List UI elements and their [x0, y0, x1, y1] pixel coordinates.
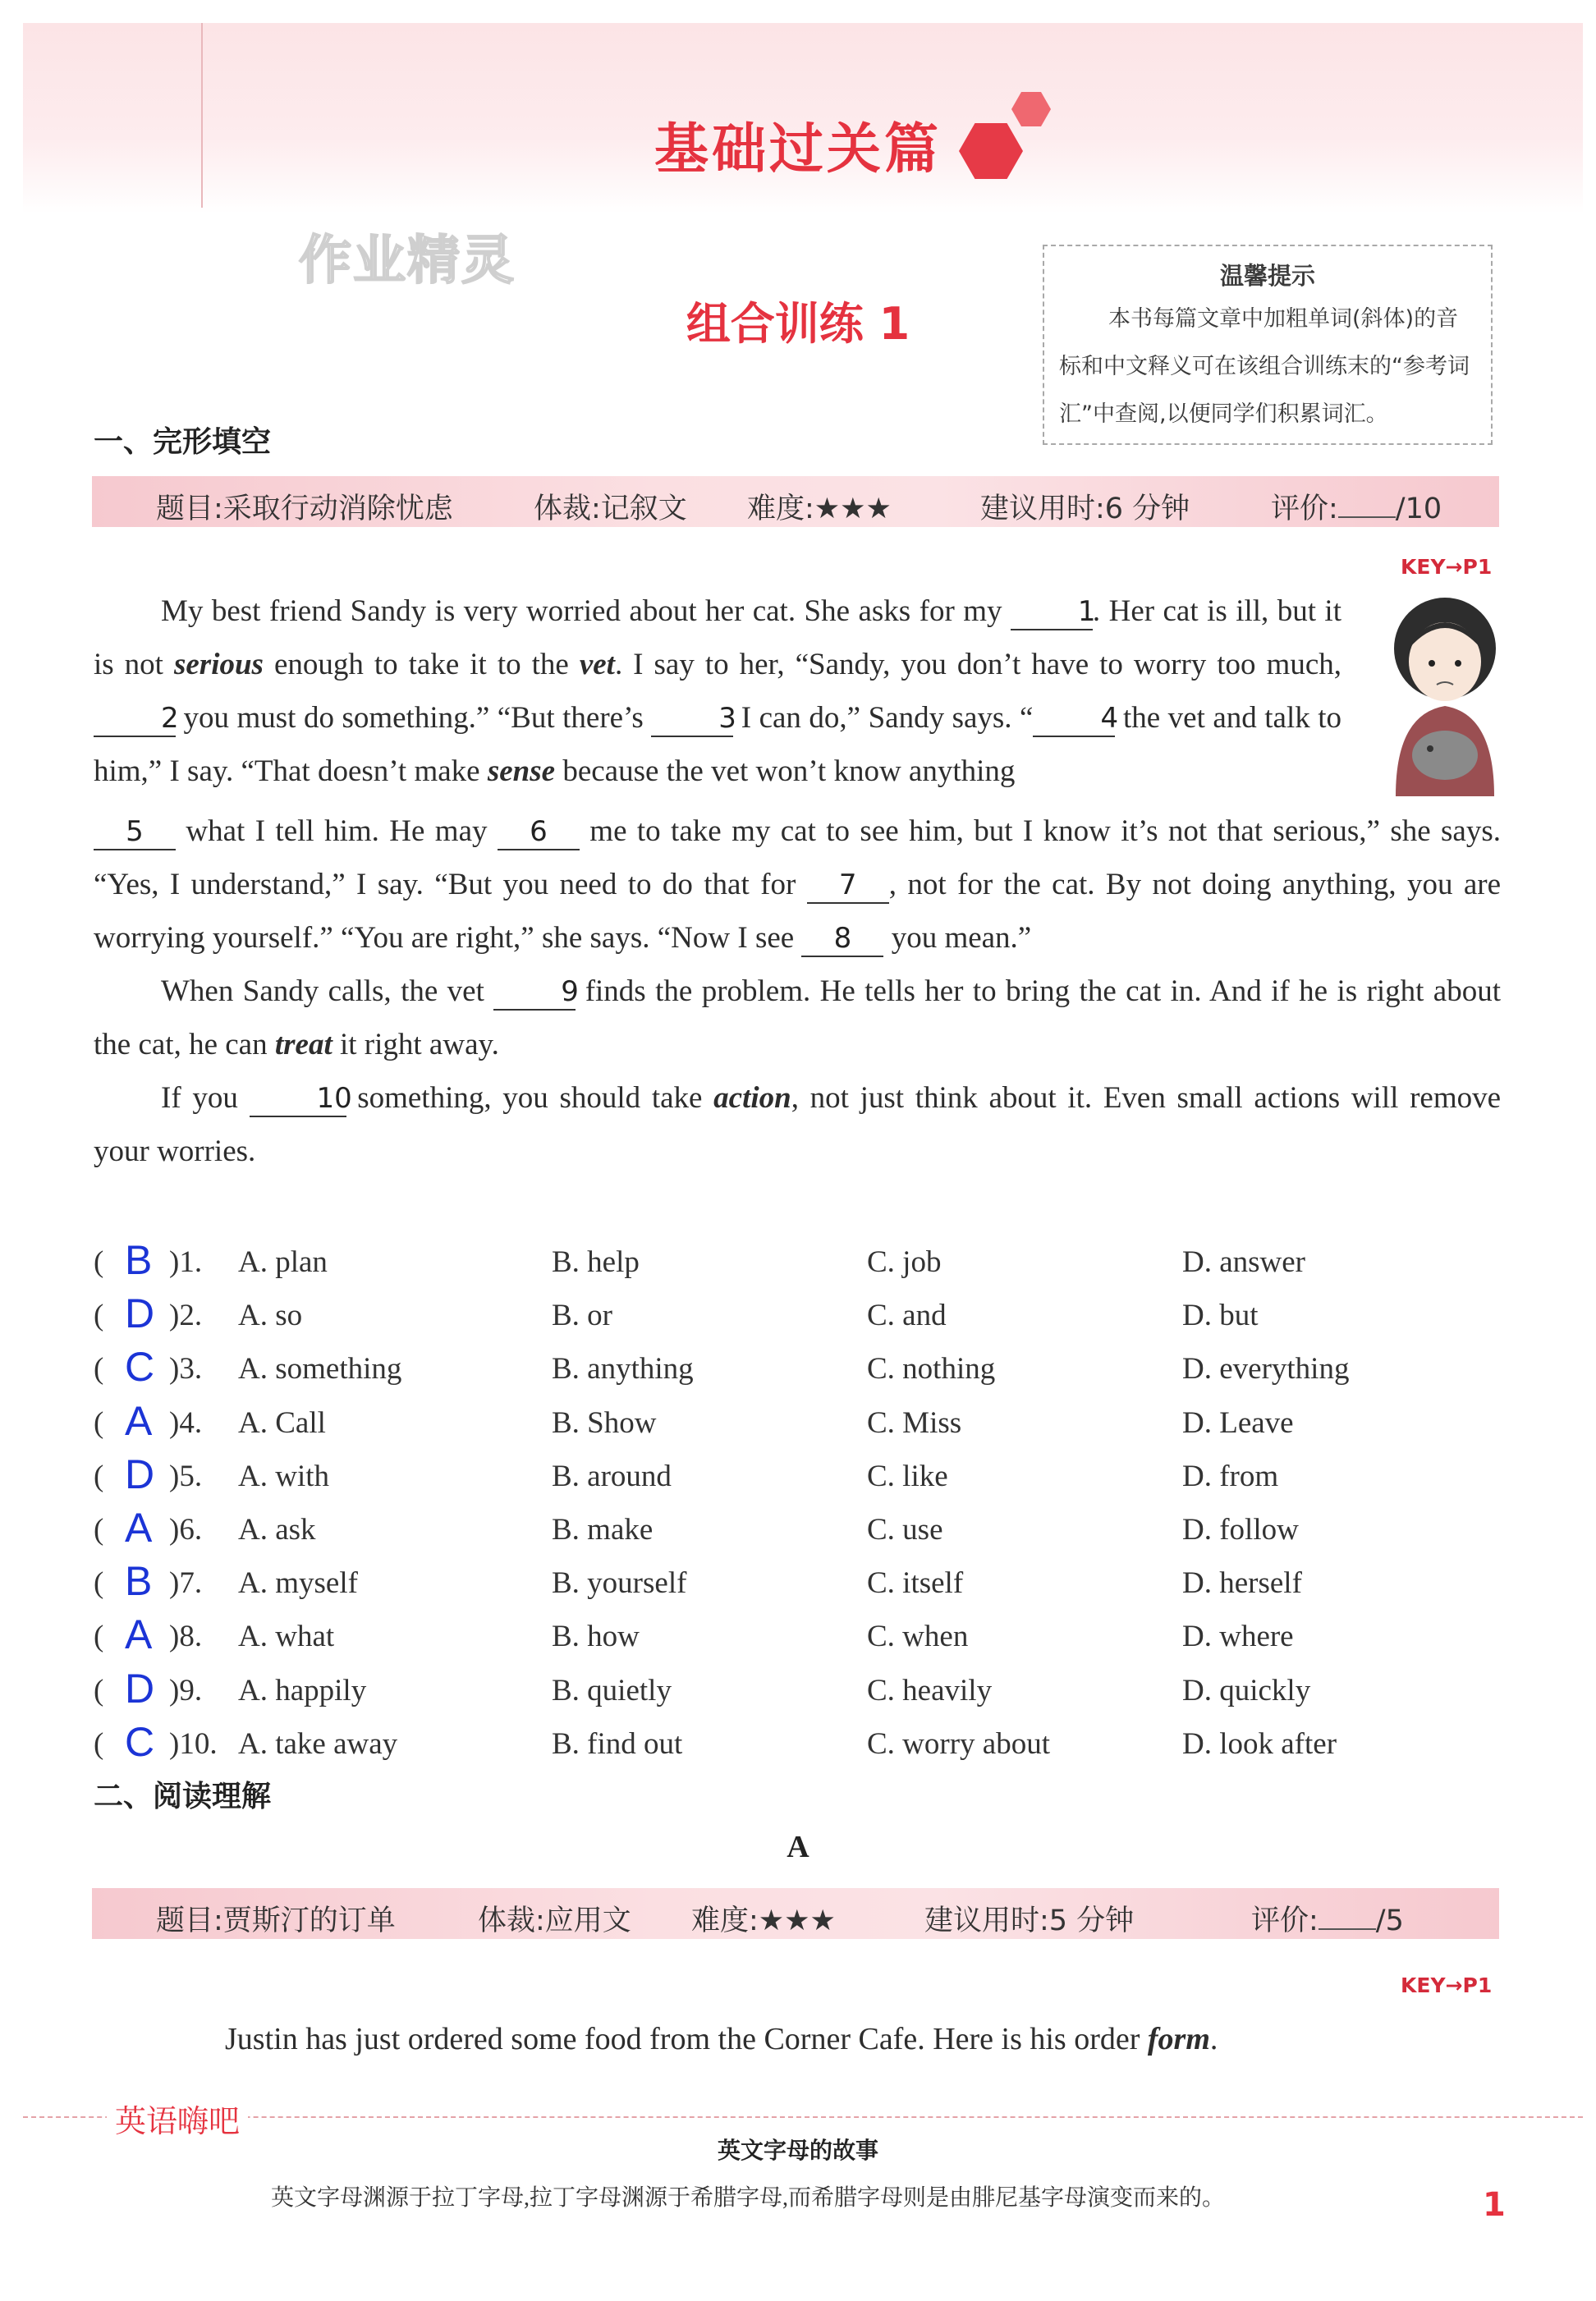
bold-word: serious	[173, 648, 264, 681]
option-b: B. help	[552, 1245, 640, 1279]
option-c: C. like	[867, 1459, 948, 1493]
text: . Her cat is ill, but it is not	[94, 594, 1341, 681]
bold-word: vet	[579, 648, 615, 681]
answer-mark: B	[125, 1237, 153, 1283]
text: My best friend Sandy is very worried about her cat. She asks for my	[161, 594, 1002, 628]
answer-mark: B	[125, 1558, 153, 1605]
text: because the vet won’t know anything	[562, 754, 1016, 788]
option-a: A. with	[238, 1459, 329, 1493]
text: , not just think about it. Even small actions will remove your worries.	[94, 1081, 1502, 1168]
score-label: 评价:	[1251, 1905, 1319, 1937]
option-d: D. from	[1182, 1459, 1279, 1493]
passage-paragraph	[94, 1071, 1501, 1178]
option-b: B. around	[552, 1459, 672, 1493]
option-c: C. worry about	[867, 1726, 1050, 1761]
option-c: C. nothing	[867, 1352, 996, 1387]
option-d: D. but	[1182, 1299, 1259, 1333]
option-c: C. use	[867, 1513, 943, 1547]
question-number: )5.	[169, 1459, 203, 1493]
blank-6: 6	[498, 813, 580, 850]
bold-word: action	[713, 1081, 791, 1115]
info-score	[1251, 1898, 1404, 1939]
option-a: A. what	[238, 1620, 335, 1654]
info-topic: 题目:贾斯汀的订单	[156, 1905, 396, 1937]
option-b: B. or	[552, 1299, 612, 1333]
tip-title: 温馨提示	[1219, 262, 1315, 290]
answer-mark: D	[125, 1451, 155, 1497]
option-c: C. heavily	[867, 1673, 993, 1707]
passage-paragraph	[94, 804, 1501, 965]
question-number: )7.	[169, 1566, 203, 1601]
text: me to take my cat to see him, but I know it’s not that serious,” she says. “Yes, I understand,” I say. “But you need to do that for	[94, 814, 1501, 901]
score-total: /10	[1395, 493, 1442, 525]
part1-heading: 一、完形填空	[94, 425, 272, 459]
answer-mark: C	[125, 1718, 155, 1765]
question-row	[94, 1290, 1530, 1346]
question-number: )9.	[169, 1673, 203, 1707]
tip-text: 本书每篇文章中加粗单词(斜体)的音标和中文释义可在该组合训练末的“参考词汇”中查阅,以便同学们积累词汇。	[1059, 306, 1470, 427]
score-label: 评价:	[1271, 493, 1338, 525]
text: it right away.	[339, 1028, 499, 1061]
text: the vet and talk to him,” I say. “That doesn’t make	[94, 701, 1342, 788]
option-a: A. plan	[238, 1245, 328, 1279]
paren-open: (	[94, 1620, 104, 1654]
option-a: A. so	[238, 1299, 303, 1333]
option-d: D. where	[1182, 1620, 1294, 1654]
bold-word: sense	[487, 754, 556, 788]
option-a: A. happily	[238, 1673, 367, 1707]
option-b: B. yourself	[552, 1566, 687, 1601]
option-c: C. job	[867, 1245, 942, 1279]
passage-paragraph	[94, 584, 1341, 798]
key-ref: KEY→P1	[1401, 555, 1493, 579]
info-genre: 体裁:应用文	[478, 1905, 631, 1937]
paren-open: (	[94, 1673, 104, 1707]
option-d: D. Leave	[1182, 1405, 1294, 1440]
option-b: B. make	[552, 1513, 654, 1547]
blank-3: 3	[651, 699, 733, 737]
answer-mark: C	[125, 1344, 155, 1391]
intro-end: .	[1209, 2022, 1218, 2056]
paren-open: (	[94, 1726, 104, 1761]
option-b: B. quietly	[552, 1673, 672, 1707]
info-genre: 体裁:记叙文	[534, 493, 687, 525]
question-row	[94, 1665, 1530, 1721]
text: I can do,” Sandy says. “	[741, 701, 1034, 735]
info-difficulty: 难度:★★★	[747, 493, 892, 525]
text: When Sandy calls, the vet	[161, 974, 484, 1008]
answer-mark: A	[125, 1397, 153, 1444]
part2-intro	[225, 2021, 1218, 2057]
part2-subheading: A	[787, 1830, 809, 1864]
question-number: )6.	[169, 1513, 203, 1547]
blank-10: 10	[250, 1079, 346, 1117]
score-blank	[1338, 492, 1396, 518]
question-row	[94, 1718, 1530, 1775]
paren-open: (	[94, 1405, 104, 1440]
option-a: A. something	[238, 1352, 402, 1387]
option-a: A. ask	[238, 1513, 316, 1547]
question-number: )4.	[169, 1405, 203, 1440]
question-number: )2.	[169, 1299, 203, 1333]
section-title: 基础过关篇	[654, 117, 942, 181]
option-c: C. when	[867, 1620, 969, 1654]
footer-divider	[23, 2116, 1583, 2118]
question-row	[94, 1507, 1530, 1561]
option-d: D. quickly	[1182, 1673, 1311, 1707]
option-a: A. myself	[238, 1566, 358, 1601]
key-ref: KEY→P1	[1401, 1973, 1493, 1997]
blank-4: 4	[1033, 699, 1115, 737]
story-text: 英文字母渊源于拉丁字母,拉丁字母渊源于希腊字母,而希腊字母则是由腓尼基字母演变而来的。	[271, 2185, 1226, 2211]
answer-mark: D	[125, 1665, 155, 1712]
cloze-passage-continued	[94, 804, 1501, 1178]
text: something, you should take	[357, 1081, 703, 1115]
question-row	[94, 1346, 1530, 1400]
watermark: 作业精灵	[299, 231, 516, 291]
bold-word: form	[1147, 2022, 1210, 2056]
intro-text: Justin has just ordered some food from the Corner Cafe. Here is his order	[225, 2022, 1140, 2056]
question-row	[94, 1611, 1530, 1667]
text: , not for the cat. By not doing anything, you are worrying yourself.” “You are right,” she says. “Now I see	[94, 868, 1502, 955]
text: finds the problem. He tells her to bring the cat in. And if he is right about the cat, he can	[94, 974, 1502, 1061]
text: If you	[161, 1081, 238, 1115]
option-d: D. answer	[1182, 1245, 1306, 1279]
option-d: D. herself	[1182, 1566, 1302, 1601]
answer-mark: A	[125, 1611, 153, 1658]
blank-9: 9	[493, 973, 576, 1011]
option-c: C. and	[867, 1299, 947, 1333]
answer-mark: D	[125, 1290, 155, 1337]
blank-8: 8	[801, 919, 883, 957]
part2-heading: 二、阅读理解	[94, 1780, 272, 1813]
option-c: C. itself	[867, 1566, 964, 1601]
paren-open: (	[94, 1245, 104, 1279]
story-title: 英文字母的故事	[717, 2137, 878, 2164]
question-number: )8.	[169, 1620, 203, 1654]
blank-5: 5	[94, 813, 176, 850]
text: . I say to her, “Sandy, you don’t have to worry too much,	[614, 648, 1342, 681]
paren-open: (	[94, 1299, 104, 1333]
option-a: A. take away	[238, 1726, 398, 1761]
part2-info-bar	[92, 1888, 1499, 1939]
cloze-passage	[94, 584, 1501, 798]
blank-7: 7	[807, 866, 889, 904]
score-total: /5	[1375, 1905, 1404, 1937]
question-row	[94, 1237, 1530, 1293]
question-number: )1.	[169, 1245, 203, 1279]
paren-open: (	[94, 1566, 104, 1601]
question-row	[94, 1558, 1530, 1614]
passage-paragraph	[94, 965, 1501, 1071]
blank-1: 1	[1011, 593, 1093, 630]
question-number: )10.	[169, 1726, 218, 1761]
info-difficulty: 难度:★★★	[691, 1905, 836, 1937]
paren-open: (	[94, 1513, 104, 1547]
answer-mark: A	[125, 1505, 153, 1551]
option-b: B. find out	[552, 1726, 683, 1761]
text: enough to take it to the	[273, 648, 569, 681]
info-score	[1271, 486, 1442, 527]
part1-info-bar	[92, 476, 1499, 527]
paren-open: (	[94, 1352, 104, 1387]
practice-title: 组合训练 1	[686, 298, 910, 350]
option-d: D. follow	[1182, 1513, 1299, 1547]
text: you mean.”	[891, 921, 1032, 955]
option-b: B. how	[552, 1620, 640, 1654]
question-row	[94, 1397, 1530, 1454]
blank-2: 2	[94, 699, 176, 737]
option-a: A. Call	[238, 1405, 326, 1440]
info-topic: 题目:采取行动消除忧虑	[156, 493, 453, 525]
text: what I tell him. He may	[186, 814, 488, 848]
text: you must do something.” “But there’s	[183, 701, 644, 735]
footer-label: 英语嗨吧	[107, 2096, 248, 2141]
page-number: 1	[1483, 2186, 1506, 2224]
option-b: B. anything	[552, 1352, 694, 1387]
paren-open: (	[94, 1459, 104, 1493]
info-time: 建议用时:6 分钟	[980, 493, 1190, 525]
tip-box	[1043, 245, 1493, 445]
question-number: )3.	[169, 1352, 203, 1387]
score-blank	[1319, 1904, 1376, 1930]
option-d: D. look after	[1182, 1726, 1337, 1761]
option-c: C. Miss	[867, 1405, 962, 1440]
bold-word: treat	[274, 1028, 332, 1061]
question-row	[94, 1451, 1530, 1507]
info-time: 建议用时:5 分钟	[924, 1905, 1135, 1937]
option-b: B. Show	[552, 1405, 657, 1440]
option-d: D. everything	[1182, 1352, 1350, 1387]
